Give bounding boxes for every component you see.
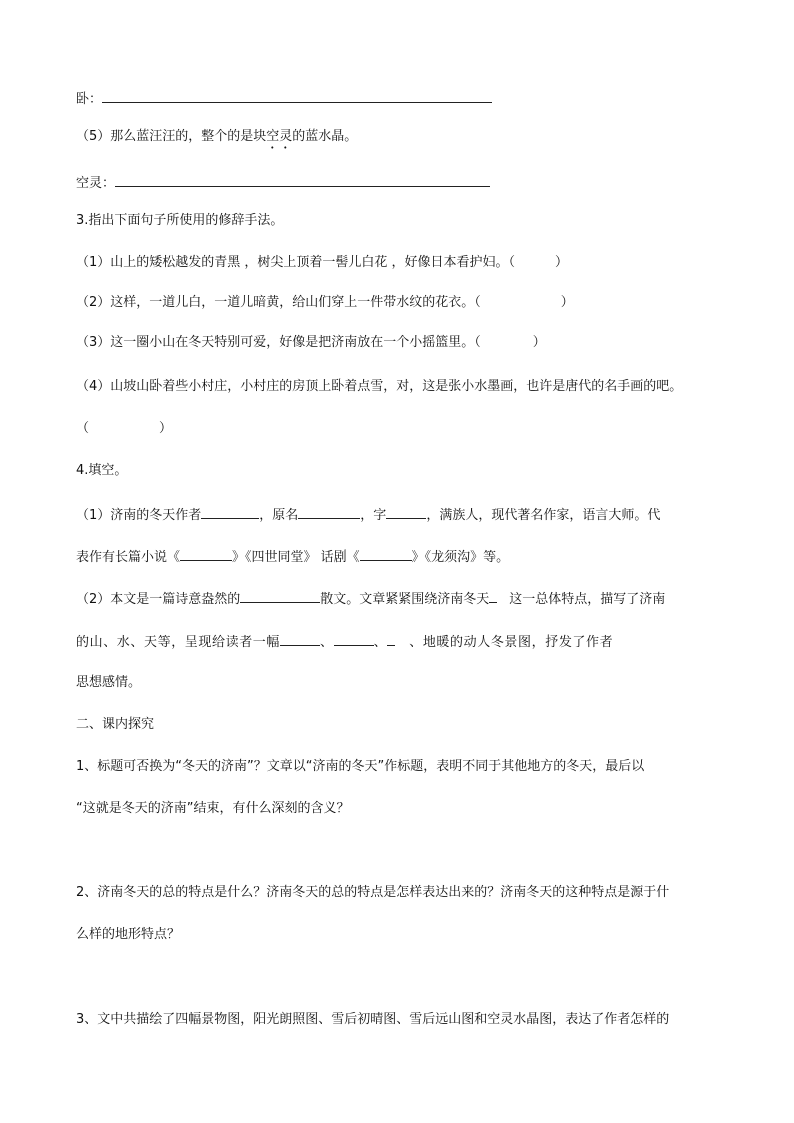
q4-title: 4.填空。 [76, 463, 128, 478]
q4-item2-c: 这一总体特点，描写了济南 [509, 592, 666, 607]
section2-q3-line1: 3、文中共描绘了四幅景物图，阳光朗照图、雪后初晴图、雪后远山图和空灵水晶图，表达了作者怎样的 [76, 1012, 670, 1027]
close-paren: ） [159, 421, 173, 436]
q4-item1-b: ，原名 [259, 508, 299, 523]
q3-item3 [76, 334, 546, 352]
q4-item2-line3: 思想感情。 [76, 675, 142, 690]
q4-item1-line1 [76, 505, 660, 525]
section2-q2-line1: 2、济南冬天的总的特点是什么？济南冬天的总的特点是怎样表达出来的？济南冬天的这种特点是源于什 [76, 885, 670, 900]
item5-suffix: 的蓝水晶。 [292, 129, 358, 144]
q4-item2-b: 散文。文章紧紧围绕济南冬天 [320, 592, 490, 607]
kongling-answer-line [76, 172, 490, 193]
kongling-answer-blank[interactable] [115, 172, 490, 187]
open-paren: （ [76, 421, 90, 436]
q3-title: 3.指出下面句子所使用的修辞手法。 [76, 213, 284, 228]
q3-item3-text: （3）这一圈小山在冬天特别可爱，好像是把济南放在一个小摇篮里。（ [76, 335, 481, 350]
q4-item1-d: ，满族人，现代著名作家，语言大师。代 [426, 508, 661, 523]
q4-item1-line2-c: 》《龙须沟》等。 [411, 550, 510, 565]
separator: 、 [373, 635, 388, 650]
item5-prefix: （5）那么蓝汪汪的，整个的是块 [76, 129, 267, 144]
q3-item4: （4）山坡山卧着些小村庄，小村庄的房顶上卧着点雪，对，这是张小水墨画，也许是唐代的名手画的吧。 [76, 379, 683, 394]
close-paren: ） [560, 295, 574, 310]
scene-blank-1[interactable] [280, 632, 320, 646]
novel-blank[interactable] [180, 547, 232, 561]
author-blank[interactable] [201, 505, 259, 519]
q4-item1-line2 [76, 547, 509, 567]
wo-label: 卧： [76, 92, 103, 107]
close-paren: ） [555, 255, 569, 270]
original-name-blank[interactable] [298, 505, 360, 519]
q4-item1-a: （1）济南的冬天作者 [76, 508, 202, 523]
wo-answer-blank[interactable] [102, 88, 492, 103]
section2-q1-line2: “这就是冬天的济南”结束，有什么深刻的含义？ [76, 801, 350, 816]
section2-q2-line2: 么样的地形特点？ [76, 927, 181, 942]
section2-title: 二、课内探究 [76, 717, 155, 732]
scene-blank-3[interactable] [387, 632, 395, 646]
q4-item1-line2-b: 》《四世同堂》 话剧《 [232, 550, 360, 565]
feature-blank[interactable] [489, 589, 497, 603]
q2-item5 [76, 128, 357, 152]
q4-item2-a: （2）本文是一篇诗意盎然的 [76, 592, 241, 607]
q3-item4-answer-line [76, 420, 172, 438]
q3-item1-text: （1）山上的矮松越发的青黑 ，树尖上顶着一髻儿白花 ，好像日本看护妇。（ [76, 255, 516, 270]
section2-q1-line1: 1、标题可否换为“冬天的济南”？文章以“济南的冬天”作标题，表明不同于其他地方的冬天，最后以 [76, 759, 645, 774]
courtesy-name-blank[interactable] [386, 505, 426, 519]
drama-blank[interactable] [360, 547, 412, 561]
close-paren: ） [532, 335, 546, 350]
scene-blank-2[interactable] [334, 632, 374, 646]
genre-blank[interactable] [240, 589, 320, 603]
item5-dotted-word: 空灵 [266, 129, 293, 144]
q4-item2-line2 [76, 632, 613, 652]
q4-item1-c: ，字 [360, 508, 387, 523]
q3-item2 [76, 294, 574, 312]
q4-item1-line2-a: 表作有长篇小说《 [76, 550, 181, 565]
separator: 、 [320, 635, 334, 650]
q4-item2-line2-a: 的山、水、天等，呈现给读者一幅 [76, 635, 281, 650]
q3-item1 [76, 254, 568, 272]
wo-answer-line [76, 88, 492, 109]
q4-item2-line2-d: 、地暖的动人冬景图，抒发了作者 [409, 635, 614, 650]
q4-item2-line1 [76, 589, 665, 609]
kongling-label: 空灵： [76, 176, 116, 191]
q3-item2-text: （2）这样，一道儿白，一道儿暗黄，给山们穿上一件带水纹的花衣。（ [76, 295, 481, 310]
